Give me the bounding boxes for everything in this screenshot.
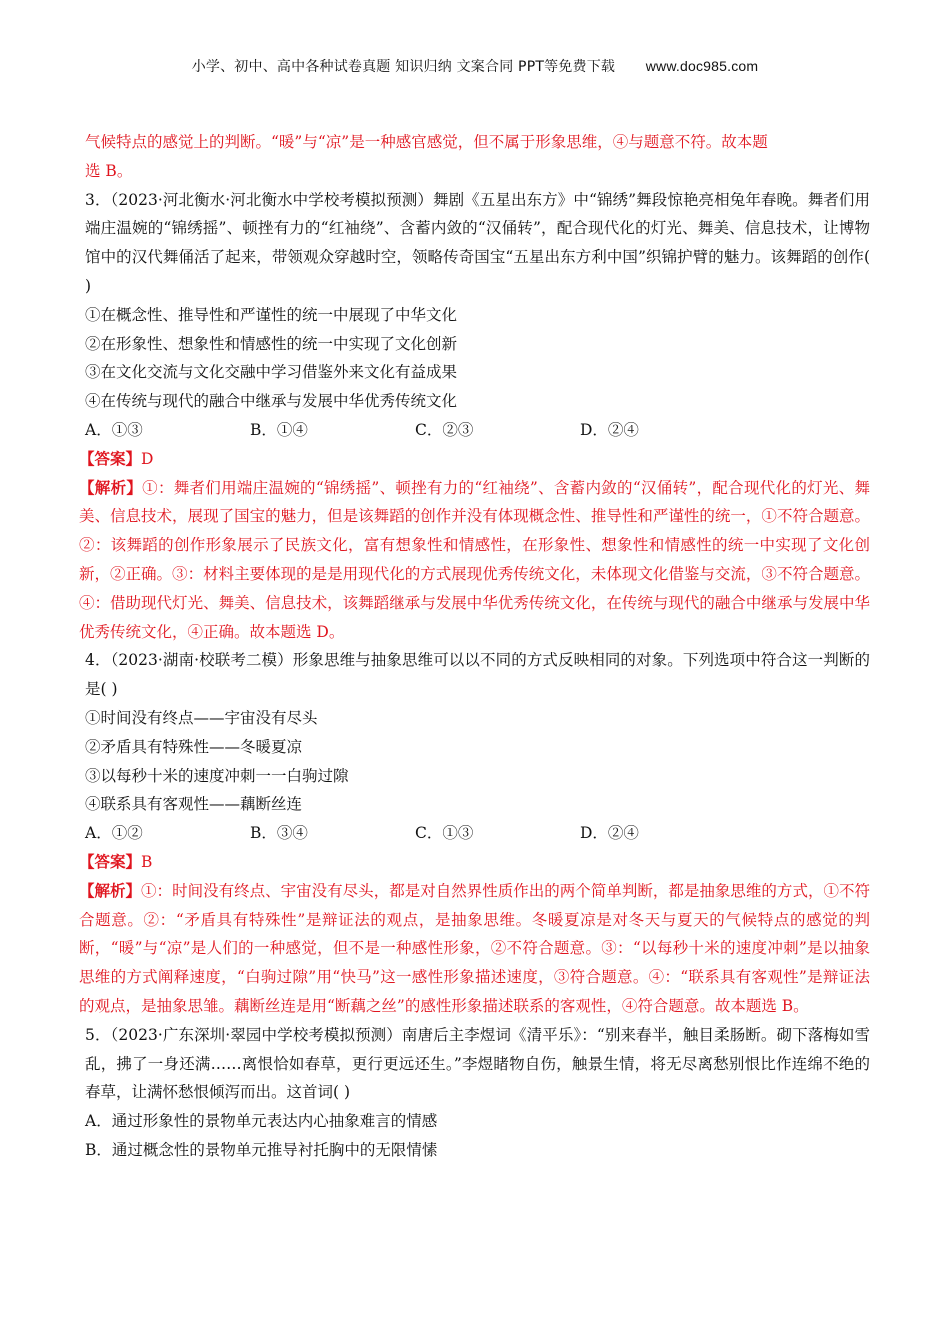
q4-stem: 4．（2023·湖南·校联考二模）形象思维与抽象思维可以以不同的方式反映相同的对象。下列选项中符合这一判断的是( ) [85,651,870,699]
q3-answer-label: 【答案】 [79,448,142,468]
q3-answer [79,445,870,474]
q5-option-b: B．通过概念性的景物单元推导衬托胸中的无限情愫 [85,1140,438,1159]
page-header [0,56,950,76]
q4-options [85,819,870,848]
document-body [79,128,870,1165]
q3-item-1: ①在概念性、推导性和严谨性的统一中展现了中华文化 [85,305,458,324]
q4-item-4: ④联系具有客观性——藕断丝连 [85,795,303,814]
q3-stem: 3．（2023·河北衡水·河北衡水中学校考模拟预测）舞剧《五星出东方》中“锦绣”舞段惊艳亮相兔年春晚。舞者们用端庄温婉的“锦绣摇”、顿挫有力的“红袖绕”、含蓄内敛的“汉俑转”，配合现代化的灯光、舞美、信息技术，让博物馆中的汉代舞俑活了起来，带领观众穿越时空，领略传奇国宝“五星出东方利中国”织锦护臂的魅力。该舞蹈的创作( ) [85,190,870,295]
header-text: 小学、初中、高中各种试卷真题 知识归纳 文案合同 PPT等免费下载 [191,59,616,75]
q4-option-b: B．③④ [250,824,308,843]
q4-option-d: D．②④ [580,824,639,843]
q3-options [85,416,870,445]
q4-item-2: ②矛盾具有特殊性——冬暖夏凉 [85,737,303,756]
q3-analysis-text: ①：舞者们用端庄温婉的“锦绣摇”、顿挫有力的“红袖绕”、含蓄内敛的“汉俑转”，配合现代化的灯光、舞美、信息技术，展现了国宝的魅力，但是该舞蹈的创作并没有体现概念性、推导性和严谨性的统一，①不符合题意。②：该舞蹈的创作形象展示了民族文化，富有想象性和情感性，在形象性、想象性和情感性的统一中实现了文化创新，②正确。③：材料主要体现的是是用现代化的方式展现优秀传统文化，未体现文化借鉴与交流，③不符合题意。④：借助现代灯光、舞美、信息技术，该舞蹈继承与发展中华优秀传统文化，在传统与现代的融合中继承与发展中华优秀传统文化，④正确。故本题选 D。 [79,478,870,641]
q3-item-4: ④在传统与现代的融合中继承与发展中华优秀传统文化 [85,392,458,411]
q4-item-1: ①时间没有终点——宇宙没有尽头 [85,708,318,727]
q3-analysis-label: 【解析】 [79,477,143,497]
q5-option-a: A．通过形象性的景物单元表达内心抽象难言的情感 [85,1112,438,1131]
q4-item-3: ③以每秒十米的速度冲刺一一白驹过隙 [85,766,349,785]
q4-option-c: C．①③ [415,824,474,843]
q4-answer [79,848,870,877]
q3-analysis [79,474,870,647]
q3-option-a: A．①③ [85,420,143,439]
q3-option-d: D．②④ [580,420,639,439]
q3-option-c: C．②③ [415,420,474,439]
q3-answer-value: D [141,449,154,468]
q4-answer-label: 【答案】 [79,851,142,871]
q5-stem: 5．（2023·广东深圳·翠园中学校考模拟预测）南唐后主李煜词《清平乐》：“别来春半，触目柔肠断。砌下落梅如雪乱，拂了一身还满……离恨恰如春草，更行更远还生。”李煜睹物自伤，触景生情，将无尽离愁别恨比作连绵不绝的春草，让满怀愁恨倾泻而出。这首词( ) [85,1025,870,1102]
q4-analysis [79,877,870,1021]
q3-item-3: ③在文化交流与文化交融中学习借鉴外来文化有益成果 [85,363,458,382]
q4-option-a: A．①② [85,824,143,843]
q4-analysis-label: 【解析】 [79,880,142,900]
q3-item-2: ②在形象性、想象性和情感性的统一中实现了文化创新 [85,334,458,353]
q4-analysis-text: ①：时间没有终点、宇宙没有尽头，都是对自然界性质作出的两个简单判断，都是抽象思维的方式，①不符合题意。②：“矛盾具有特殊性”是辩证法的观点，是抽象思维。冬暖夏凉是对冬天与夏天的气候特点的感觉的判断，“暖”与“凉”是人们的一种感觉，但不是一种感性形象，②不符合题意。③：“以每秒十米的速度冲刺”是以抽象思维的方式阐释速度，“白驹过隙”用“快马”这一感性形象描述速度，③符合题意。④：“联系具有客观性”是辩证法的观点，是抽象思雏。藕断丝连是用“断藕之丝”的感性形象描述联系的客观性，④符合题意。故本题选 B。 [79,881,870,1015]
intro-line-2: 选 B。 [85,161,133,180]
q3-option-b: B．①④ [250,420,308,439]
q4-answer-value: B [141,852,153,871]
intro-line-1: 气候特点的感觉上的判断。“暖”与“凉”是一种感官感觉，但不属于形象思维，④与题意不符。故本题 [85,133,768,151]
header-site-link[interactable]: www.doc985.com [645,58,759,74]
